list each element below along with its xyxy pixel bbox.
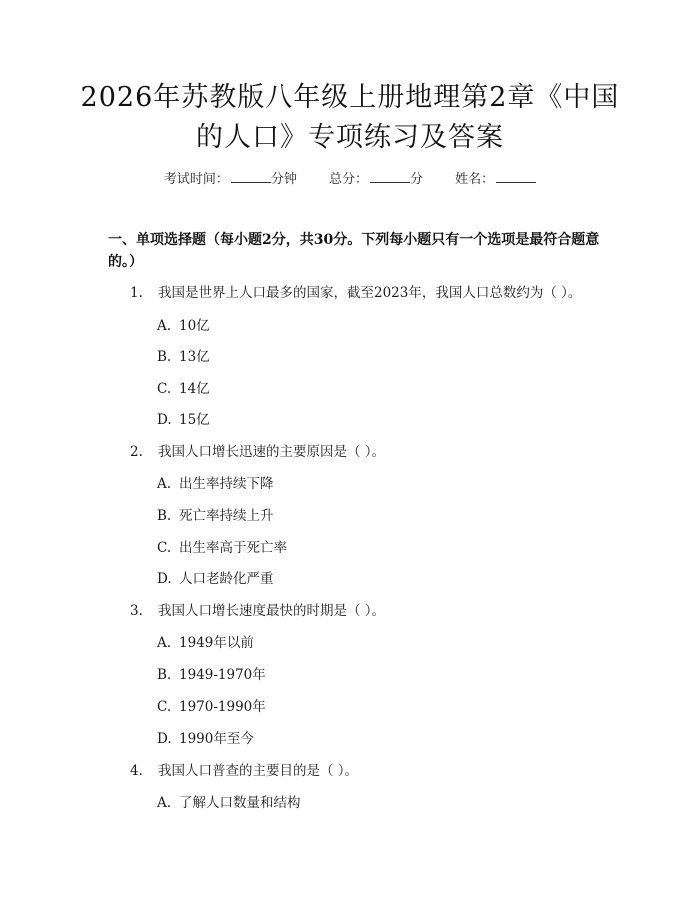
question-text: 我国人口增长迅速的主要原因是（ ）。 xyxy=(158,444,386,460)
option xyxy=(157,631,254,651)
option xyxy=(157,345,210,365)
option-letter: D. xyxy=(157,731,172,747)
title-line-1: 2026年苏教版八年级上册地理第2章《中国 xyxy=(80,82,620,113)
question-text: 我国人口增长速度最快的时期是（ ）。 xyxy=(158,603,386,619)
name-blank xyxy=(496,170,536,183)
option-letter: D. xyxy=(157,412,172,428)
title-line-2: 的人口》专项练习及答案 xyxy=(196,122,504,153)
option-text: 人口老龄化严重 xyxy=(179,571,274,587)
option-text: 了解人口数量和结构 xyxy=(179,795,301,811)
score-unit: 分 xyxy=(410,172,424,187)
option-letter: C. xyxy=(157,540,172,556)
option-text: 死亡率持续上升 xyxy=(179,508,274,524)
option xyxy=(157,314,210,334)
option-letter: B. xyxy=(157,508,172,524)
name-label: 姓名： xyxy=(455,172,495,187)
question-3 xyxy=(130,599,385,619)
question-number: 4. xyxy=(130,763,143,779)
option-letter: A. xyxy=(157,318,172,334)
option-text: 15亿 xyxy=(179,412,210,428)
option-text: 出生率持续下降 xyxy=(179,476,274,492)
page-title xyxy=(60,78,640,158)
option xyxy=(157,504,274,524)
question-2 xyxy=(130,440,385,460)
option xyxy=(157,377,210,397)
option-letter: A. xyxy=(157,635,172,651)
option xyxy=(157,727,254,747)
exam-time xyxy=(164,172,301,187)
question-text: 我国人口普查的主要目的是（ ）。 xyxy=(158,763,359,779)
question-number: 1. xyxy=(130,285,143,301)
option-letter: B. xyxy=(157,667,172,683)
option-letter: C. xyxy=(157,699,172,715)
option xyxy=(157,663,266,683)
time-blank xyxy=(231,170,271,183)
question-number: 3. xyxy=(130,603,143,619)
option-text: 1949-1970年 xyxy=(179,667,266,683)
option xyxy=(157,472,274,492)
option xyxy=(157,695,266,715)
exam-name xyxy=(455,172,536,187)
score-label: 总分： xyxy=(328,172,368,187)
time-unit: 分钟 xyxy=(270,172,297,187)
exam-meta xyxy=(0,168,700,187)
exam-score xyxy=(329,172,427,187)
option-letter: A. xyxy=(157,476,172,492)
option xyxy=(157,408,210,428)
score-blank xyxy=(370,170,410,183)
option-letter: C. xyxy=(157,381,172,397)
time-label: 考试时间： xyxy=(163,172,229,187)
option-text: 1949年以前 xyxy=(179,635,254,651)
option-text: 1970-1990年 xyxy=(179,699,266,715)
option xyxy=(157,791,301,811)
option-text: 13亿 xyxy=(179,349,210,365)
option xyxy=(157,536,287,556)
option-text: 10亿 xyxy=(179,318,210,334)
question-number: 2. xyxy=(130,444,143,460)
section-heading: 一、单项选择题（每小题2分，共30分。下列每小题只有一个选项是最符合题意的。） xyxy=(108,232,600,270)
option-text: 1990年至今 xyxy=(179,731,254,747)
option-letter: B. xyxy=(157,349,172,365)
question-4 xyxy=(130,759,358,779)
option xyxy=(157,567,274,587)
option-text: 出生率高于死亡率 xyxy=(179,540,287,556)
question-text: 我国是世界上人口最多的国家，截至2023年，我国人口总数约为（ ）。 xyxy=(158,285,582,301)
option-letter: D. xyxy=(157,571,172,587)
option-letter: A. xyxy=(157,795,172,811)
option-text: 14亿 xyxy=(179,381,210,397)
question-1 xyxy=(130,281,581,301)
